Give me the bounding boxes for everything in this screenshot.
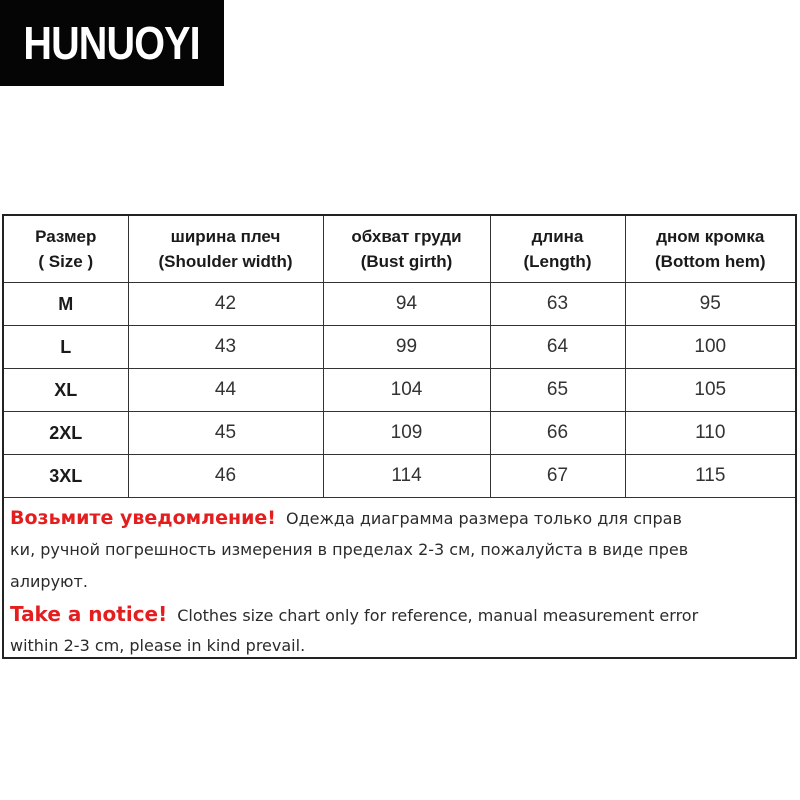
shoulder-width-cell: 46 [128,455,323,498]
shoulder-width-cell: 42 [128,283,323,326]
column-header-length-en: (Length) [523,252,592,271]
column-header-size-en: ( Size ) [38,252,94,271]
bottom-hem-cell: 110 [625,412,795,455]
bottom-hem-cell: 95 [625,283,795,326]
table-row [4,283,795,326]
bust-girth-cell: 94 [323,283,490,326]
size-cell: M [4,283,128,326]
bottom-hem-cell: 105 [625,369,795,412]
column-header-bust-girth [323,216,490,283]
bust-girth-cell: 114 [323,455,490,498]
notice-text-ru-3: алируют. [10,572,88,591]
notice-alert-en: Take a notice! [10,602,168,626]
table-row [4,412,795,455]
notice-text-en-1: Clothes size chart only for reference, manual measurement error [177,606,699,625]
length-cell: 65 [490,369,625,412]
size-cell: 2XL [4,412,128,455]
table-row [4,455,795,498]
notice-alert-ru: Возьмите уведомление! [10,507,276,529]
shoulder-width-cell: 43 [128,326,323,369]
column-header-bust-girth-en: (Bust girth) [360,252,453,271]
bottom-hem-cell: 115 [625,455,795,498]
shoulder-width-cell: 44 [128,369,323,412]
table-row [4,369,795,412]
bottom-hem-cell: 100 [625,326,795,369]
notice-line-en-1 [10,598,795,630]
notice-line-ru-1 [10,502,795,534]
bust-girth-cell: 109 [323,412,490,455]
column-header-bottom-hem-ru: дном кромка [656,227,765,246]
table-header-row [4,216,795,283]
column-header-length-ru: длина [531,227,584,246]
notice-line-en-2 [10,630,795,662]
notice-text-ru-2: ки, ручной погрешность измерения в пределах 2-3 см, пожалуйста в виде прев [10,540,689,559]
shoulder-width-cell: 45 [128,412,323,455]
notice-line-ru-2 [10,534,795,566]
notice-line-ru-3 [10,566,795,598]
size-table [4,216,795,498]
length-cell: 66 [490,412,625,455]
notice-text-en-2: within 2-3 cm, please in kind prevail. [10,636,306,655]
column-header-bottom-hem-en: (Bottom hem) [655,252,766,271]
column-header-shoulder-width-ru: ширина плеч [170,227,281,246]
column-header-shoulder-width [128,216,323,283]
column-header-bust-girth-ru: обхват груди [351,227,462,246]
column-header-size-ru: Размер [35,227,97,246]
column-header-length [490,216,625,283]
brand-logo-text: HUNUOYI [23,17,201,69]
length-cell: 64 [490,326,625,369]
table-row [4,326,795,369]
length-cell: 67 [490,455,625,498]
size-cell: 3XL [4,455,128,498]
bust-girth-cell: 99 [323,326,490,369]
column-header-size [4,216,128,283]
size-chart [2,214,797,659]
brand-logo [0,0,224,86]
column-header-shoulder-width-en: (Shoulder width) [158,252,293,271]
column-header-bottom-hem [625,216,795,283]
size-cell: L [4,326,128,369]
measurement-notice [4,498,795,662]
size-cell: XL [4,369,128,412]
bust-girth-cell: 104 [323,369,490,412]
length-cell: 63 [490,283,625,326]
notice-text-ru-1: Одежда диаграмма размера только для справ [285,509,682,528]
